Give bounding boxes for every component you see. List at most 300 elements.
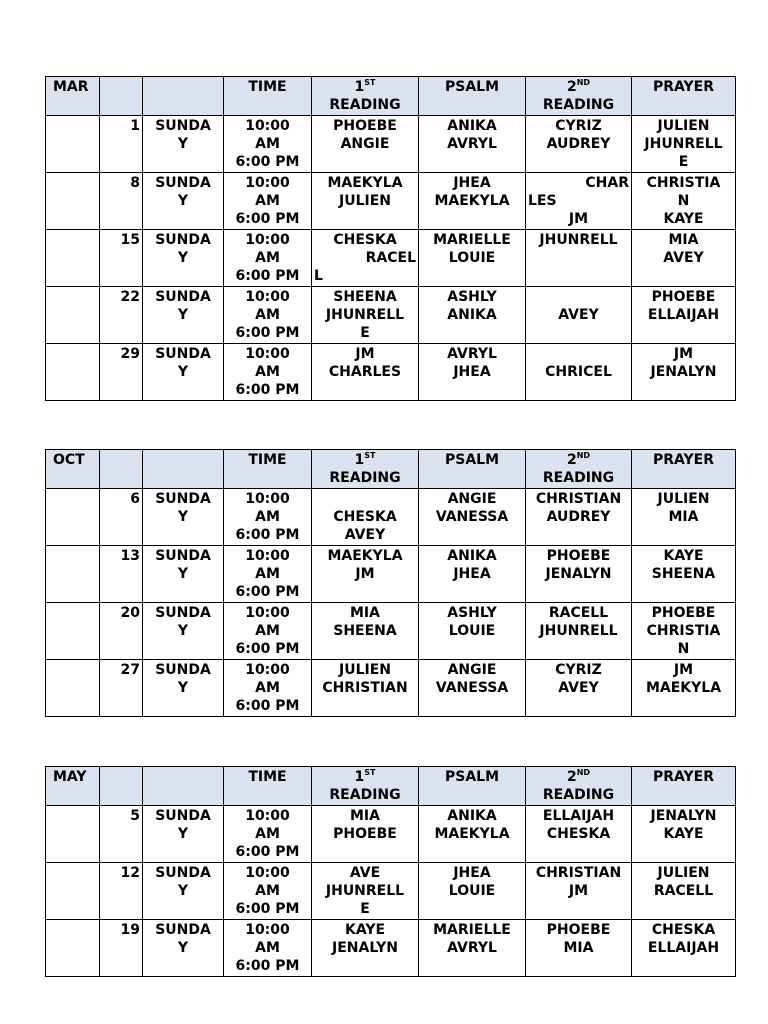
day-cell: 8 <box>100 173 143 230</box>
reader-name: JM <box>568 211 589 227</box>
reader-name: CHESKA <box>546 826 611 842</box>
reader-name: CYRIZ <box>555 662 602 678</box>
reader-name: KAYE <box>344 922 386 938</box>
table-row <box>46 489 736 546</box>
month-cell <box>46 546 100 603</box>
time-line: 6:00 PM <box>235 958 300 974</box>
time-line: 10:00 <box>245 548 290 564</box>
second-word: READING <box>542 787 615 803</box>
first-word: READING <box>329 470 401 486</box>
second-reading-cell <box>526 230 632 287</box>
month-cell <box>46 806 100 863</box>
psalm-header: PSALM <box>419 767 526 806</box>
prayer-cell <box>632 489 736 546</box>
second-reading-cell <box>526 863 632 920</box>
reader-name: CHRISTIAN <box>322 680 408 696</box>
weekday-line: SUNDA <box>155 548 211 564</box>
reader-name: ASHLY <box>447 289 497 305</box>
psalm-cell <box>419 173 526 230</box>
weekday-line: Y <box>177 250 189 266</box>
weekday-line: SUNDA <box>155 232 211 248</box>
weekday-line: SUNDA <box>155 118 211 134</box>
reader-name: MIA <box>668 232 699 248</box>
reader-name: CHESKA <box>333 232 397 248</box>
time-line: 6:00 PM <box>235 382 300 398</box>
second-reading-cell <box>526 116 632 173</box>
weekday-line: Y <box>177 307 189 323</box>
reader-name: SHEENA <box>333 289 397 305</box>
reader-name: LOUIE <box>448 883 496 899</box>
prayer-header: PRAYER <box>632 77 736 116</box>
reader-name: CHESKA <box>651 922 716 938</box>
first-reading-cell <box>312 863 419 920</box>
reader-name: CHRISTIAN <box>535 865 622 881</box>
table-row <box>46 230 736 287</box>
month-cell <box>46 173 100 230</box>
reader-name: JM <box>355 346 375 362</box>
first-reading-header <box>312 77 419 116</box>
weekday-line: SUNDA <box>155 922 211 938</box>
reader-name: JULIEN <box>657 491 710 507</box>
weekday-line: Y <box>177 136 189 152</box>
reader-name: ANGIE <box>447 662 497 678</box>
weekday-cell <box>143 489 224 546</box>
reader-name: E <box>360 325 370 341</box>
header-row <box>46 450 736 489</box>
prayer-header: PRAYER <box>632 450 736 489</box>
reader-name: PHOEBE <box>651 289 716 305</box>
second-word: READING <box>542 97 615 113</box>
reader-name: AVE <box>349 865 381 881</box>
reader-name: JHUNRELL <box>325 883 405 899</box>
reader-name: JHEA <box>453 865 491 881</box>
day-cell: 5 <box>100 806 143 863</box>
reader-name: CHESKA <box>333 509 397 525</box>
second-num: 2 <box>566 452 577 468</box>
reader-name: KAYE <box>663 211 704 227</box>
table-row <box>46 603 736 660</box>
time-line: AM <box>255 826 280 842</box>
weekday-cell <box>143 603 224 660</box>
month-header: MAR <box>46 77 100 116</box>
weekday-line: Y <box>177 883 189 899</box>
reader-name: MIA <box>668 509 699 525</box>
reader-name: KAYE <box>663 826 704 842</box>
day-cell: 6 <box>100 489 143 546</box>
second-reading-cell <box>526 920 632 977</box>
second-word: READING <box>542 470 615 486</box>
reader-name: ANIKA <box>447 808 497 824</box>
reader-name: ANIKA <box>447 307 497 323</box>
day-header <box>100 77 143 116</box>
reader-name: JULIEN <box>657 118 710 134</box>
psalm-header: PSALM <box>419 77 526 116</box>
reader-name: JULIEN <box>339 662 391 678</box>
time-cell <box>224 863 312 920</box>
reader-name: JULIEN <box>657 865 710 881</box>
prayer-cell <box>632 287 736 344</box>
reader-name: CHRICEL <box>545 364 612 380</box>
day-cell: 22 <box>100 287 143 344</box>
day-cell: 29 <box>100 344 143 401</box>
day-cell: 15 <box>100 230 143 287</box>
weekday-cell <box>143 920 224 977</box>
weekday-line: Y <box>177 623 189 639</box>
weekday-line: Y <box>177 364 189 380</box>
second-reading-cell <box>526 660 632 717</box>
first-reading-cell <box>312 489 419 546</box>
reader-name: N <box>677 193 690 209</box>
reader-name: ANIKA <box>447 548 497 564</box>
reader-name: AUDREY <box>546 136 611 152</box>
first-word: READING <box>329 787 401 803</box>
reader-name: JHUNRELL <box>539 623 618 639</box>
reader-name: CHRISTIA <box>646 623 721 639</box>
reader-name: SHEENA <box>651 566 716 582</box>
first-sup: ST <box>364 78 376 87</box>
first-reading-header <box>312 450 419 489</box>
psalm-cell <box>419 230 526 287</box>
psalm-header: PSALM <box>419 450 526 489</box>
time-cell <box>224 344 312 401</box>
psalm-cell <box>419 603 526 660</box>
prayer-cell <box>632 603 736 660</box>
reader-name: CHARLES <box>328 364 402 380</box>
time-cell <box>224 660 312 717</box>
reader-name: MAEKYLA <box>434 193 510 209</box>
reader-name: JM <box>673 346 694 362</box>
reader-name: LOUIE <box>448 623 496 639</box>
psalm-cell <box>419 489 526 546</box>
first-reading-cell <box>312 546 419 603</box>
table-row <box>46 116 736 173</box>
time-line: 10:00 <box>245 922 290 938</box>
month-header: MAY <box>46 767 100 806</box>
weekday-line: Y <box>177 193 189 209</box>
second-num: 2 <box>566 769 577 785</box>
time-cell <box>224 920 312 977</box>
header-row <box>46 77 736 116</box>
reader-name <box>314 490 416 508</box>
first-reading-cell <box>312 287 419 344</box>
psalm-cell <box>419 344 526 401</box>
reader-name: PHOEBE <box>651 605 716 621</box>
time-line: AM <box>255 193 280 209</box>
reader-name: CYRIZ <box>555 118 602 134</box>
reader-name: ELLAIJAH <box>647 307 720 323</box>
time-line: 10:00 <box>245 289 290 305</box>
reader-name: RACELL <box>653 883 714 899</box>
table-row <box>46 344 736 401</box>
second-reading-cell <box>526 546 632 603</box>
time-line: 10:00 <box>245 605 290 621</box>
table-row <box>46 546 736 603</box>
prayer-cell <box>632 116 736 173</box>
weekday-cell <box>143 116 224 173</box>
first-num: 1 <box>354 79 365 95</box>
reader-name: ELLAIJAH <box>542 808 615 824</box>
prayer-cell <box>632 920 736 977</box>
month-cell <box>46 344 100 401</box>
second-sup: ND <box>576 768 591 777</box>
reader-name: AVEY <box>558 680 599 696</box>
first-reading-cell <box>312 230 419 287</box>
prayer-cell <box>632 230 736 287</box>
reader-name <box>528 345 629 363</box>
reader-name: JHUNRELL <box>644 136 723 152</box>
reader-name: LOUIE <box>448 250 496 266</box>
reader-name: JENALYN <box>650 364 717 380</box>
reader-name: ANGIE <box>447 491 497 507</box>
weekday-header <box>143 450 224 489</box>
month-cell <box>46 116 100 173</box>
weekday-line: SUNDA <box>155 865 211 881</box>
header-row <box>46 767 736 806</box>
time-line: 6:00 PM <box>235 641 300 657</box>
month-cell <box>46 287 100 344</box>
weekday-header <box>143 77 224 116</box>
psalm-cell <box>419 660 526 717</box>
month-cell <box>46 489 100 546</box>
prayer-cell <box>632 173 736 230</box>
reader-name: CHRISTIAN <box>535 491 622 507</box>
first-reading-cell <box>312 116 419 173</box>
reader-name: VANESSA <box>435 509 509 525</box>
time-line: AM <box>255 136 280 152</box>
second-reading-header <box>526 77 632 116</box>
weekday-line: SUNDA <box>155 662 211 678</box>
second-reading-header <box>526 767 632 806</box>
table-row <box>46 806 736 863</box>
reader-name: CHRISTIA <box>646 175 721 191</box>
reader-name: PHOEBE <box>546 548 611 564</box>
time-line: 10:00 <box>245 232 290 248</box>
reader-name: AVEY <box>344 527 386 543</box>
table-row <box>46 863 736 920</box>
time-line: AM <box>255 250 280 266</box>
second-num: 2 <box>566 79 577 95</box>
time-line: 6:00 PM <box>235 844 300 860</box>
first-word: READING <box>329 97 401 113</box>
first-reading-cell <box>312 920 419 977</box>
weekday-cell <box>143 344 224 401</box>
month-header: OCT <box>46 450 100 489</box>
day-header <box>100 767 143 806</box>
schedule-table-may <box>45 766 736 977</box>
weekday-cell <box>143 863 224 920</box>
time-line: 6:00 PM <box>235 901 300 917</box>
reader-name: PHOEBE <box>333 118 397 134</box>
time-cell <box>224 489 312 546</box>
month-cell <box>46 660 100 717</box>
second-reading-cell <box>526 489 632 546</box>
reader-name: JHUNRELL <box>325 307 405 323</box>
reader-name: RACELL <box>548 605 609 621</box>
weekday-header <box>143 767 224 806</box>
month-cell <box>46 920 100 977</box>
schedule-table-oct <box>45 449 736 717</box>
reader-name: PHOEBE <box>546 922 611 938</box>
first-sup: ST <box>364 768 376 777</box>
reader-name: JM <box>673 662 694 678</box>
psalm-cell <box>419 920 526 977</box>
time-cell <box>224 603 312 660</box>
reader-name: JHEA <box>453 175 491 191</box>
psalm-cell <box>419 116 526 173</box>
psalm-cell <box>419 287 526 344</box>
weekday-cell <box>143 546 224 603</box>
reader-name: MAEKYLA <box>327 548 403 564</box>
reader-name: JENALYN <box>545 566 612 582</box>
reader-name: MAEKYLA <box>327 175 403 191</box>
time-line: AM <box>255 364 280 380</box>
time-header: TIME <box>224 77 312 116</box>
reader-name: AVRYL <box>447 940 497 956</box>
reader-name: JULIEN <box>339 193 391 209</box>
weekday-cell <box>143 660 224 717</box>
prayer-cell <box>632 806 736 863</box>
time-line: 10:00 <box>245 865 290 881</box>
reader-name: AUDREY <box>546 509 611 525</box>
second-reading-cell <box>526 603 632 660</box>
reader-name: MAEKYLA <box>434 826 510 842</box>
reader-name: LES <box>528 193 557 209</box>
first-num: 1 <box>354 452 365 468</box>
table-row <box>46 287 736 344</box>
time-line: 10:00 <box>245 346 290 362</box>
second-reading-cell <box>526 173 632 230</box>
day-cell: 20 <box>100 603 143 660</box>
second-reading-cell <box>526 287 632 344</box>
weekday-cell <box>143 173 224 230</box>
reader-name: PHOEBE <box>333 826 397 842</box>
second-sup: ND <box>576 78 591 87</box>
reader-name: JHEA <box>453 364 491 380</box>
reader-name: ANGIE <box>340 136 390 152</box>
weekday-line: Y <box>177 509 189 525</box>
reader-name: ELLAIJAH <box>647 940 720 956</box>
reader-name: MAEKYLA <box>645 680 722 696</box>
time-line: AM <box>255 680 280 696</box>
time-line: AM <box>255 883 280 899</box>
reader-name: KAYE <box>663 548 704 564</box>
time-line: AM <box>255 623 280 639</box>
first-sup: ST <box>364 451 376 460</box>
reader-name: MIA <box>350 605 380 621</box>
day-cell: 1 <box>100 116 143 173</box>
reader-name: MIA <box>563 940 594 956</box>
time-cell <box>224 806 312 863</box>
prayer-header: PRAYER <box>632 767 736 806</box>
first-reading-cell <box>312 173 419 230</box>
reader-name: RACEL <box>365 250 416 266</box>
prayer-cell <box>632 546 736 603</box>
reader-name: JENALYN <box>650 808 717 824</box>
reader-name: L <box>314 268 323 284</box>
first-reading-cell <box>312 660 419 717</box>
time-line: 6:00 PM <box>235 211 300 227</box>
time-line: 6:00 PM <box>235 268 300 284</box>
day-cell: 27 <box>100 660 143 717</box>
second-reading-header <box>526 450 632 489</box>
reader-name: VANESSA <box>435 680 509 696</box>
time-line: 6:00 PM <box>235 154 300 170</box>
weekday-line: SUNDA <box>155 346 211 362</box>
prayer-cell <box>632 863 736 920</box>
schedule-table-mar <box>45 76 736 401</box>
reader-name: SHEENA <box>333 623 397 639</box>
reader-name: AVRYL <box>447 136 497 152</box>
first-num: 1 <box>354 769 365 785</box>
reader-name: JM <box>355 566 375 582</box>
time-header: TIME <box>224 767 312 806</box>
time-line: AM <box>255 940 280 956</box>
day-cell: 13 <box>100 546 143 603</box>
time-line: AM <box>255 307 280 323</box>
time-line: 10:00 <box>245 662 290 678</box>
time-header: TIME <box>224 450 312 489</box>
reader-name: E <box>678 154 689 170</box>
reader-name: JENALYN <box>332 940 398 956</box>
reader-name: ANIKA <box>447 118 497 134</box>
time-cell <box>224 546 312 603</box>
day-cell: 12 <box>100 863 143 920</box>
prayer-cell <box>632 344 736 401</box>
reader-name: ASHLY <box>447 605 497 621</box>
psalm-cell <box>419 806 526 863</box>
weekday-line: SUNDA <box>155 605 211 621</box>
time-line: 6:00 PM <box>235 325 300 341</box>
weekday-line: SUNDA <box>155 175 211 191</box>
time-cell <box>224 116 312 173</box>
first-reading-cell <box>312 603 419 660</box>
time-line: 6:00 PM <box>235 584 300 600</box>
time-line: 6:00 PM <box>235 698 300 714</box>
time-line: 10:00 <box>245 175 290 191</box>
psalm-cell <box>419 546 526 603</box>
month-cell <box>46 603 100 660</box>
prayer-cell <box>632 660 736 717</box>
time-cell <box>224 173 312 230</box>
time-line: 10:00 <box>245 491 290 507</box>
reader-name: MARIELLE <box>433 232 511 248</box>
reader-name: JHEA <box>453 566 491 582</box>
reader-name: MIA <box>350 808 380 824</box>
table-row <box>46 660 736 717</box>
psalm-cell <box>419 863 526 920</box>
reader-name: N <box>677 641 690 657</box>
time-cell <box>224 230 312 287</box>
first-reading-cell <box>312 344 419 401</box>
reader-name: AVRYL <box>447 346 497 362</box>
time-line: 10:00 <box>245 808 290 824</box>
day-cell: 19 <box>100 920 143 977</box>
weekday-cell <box>143 230 224 287</box>
second-reading-cell <box>526 806 632 863</box>
first-reading-cell <box>312 806 419 863</box>
weekday-line: Y <box>177 940 189 956</box>
weekday-line: Y <box>177 680 189 696</box>
weekday-line: Y <box>177 826 189 842</box>
time-cell <box>224 287 312 344</box>
second-reading-cell <box>526 344 632 401</box>
weekday-line: SUNDA <box>155 491 211 507</box>
day-header <box>100 450 143 489</box>
reader-name: E <box>360 901 370 917</box>
time-line: AM <box>255 566 280 582</box>
reader-name: JM <box>568 883 589 899</box>
reader-name: AVEY <box>558 307 599 323</box>
